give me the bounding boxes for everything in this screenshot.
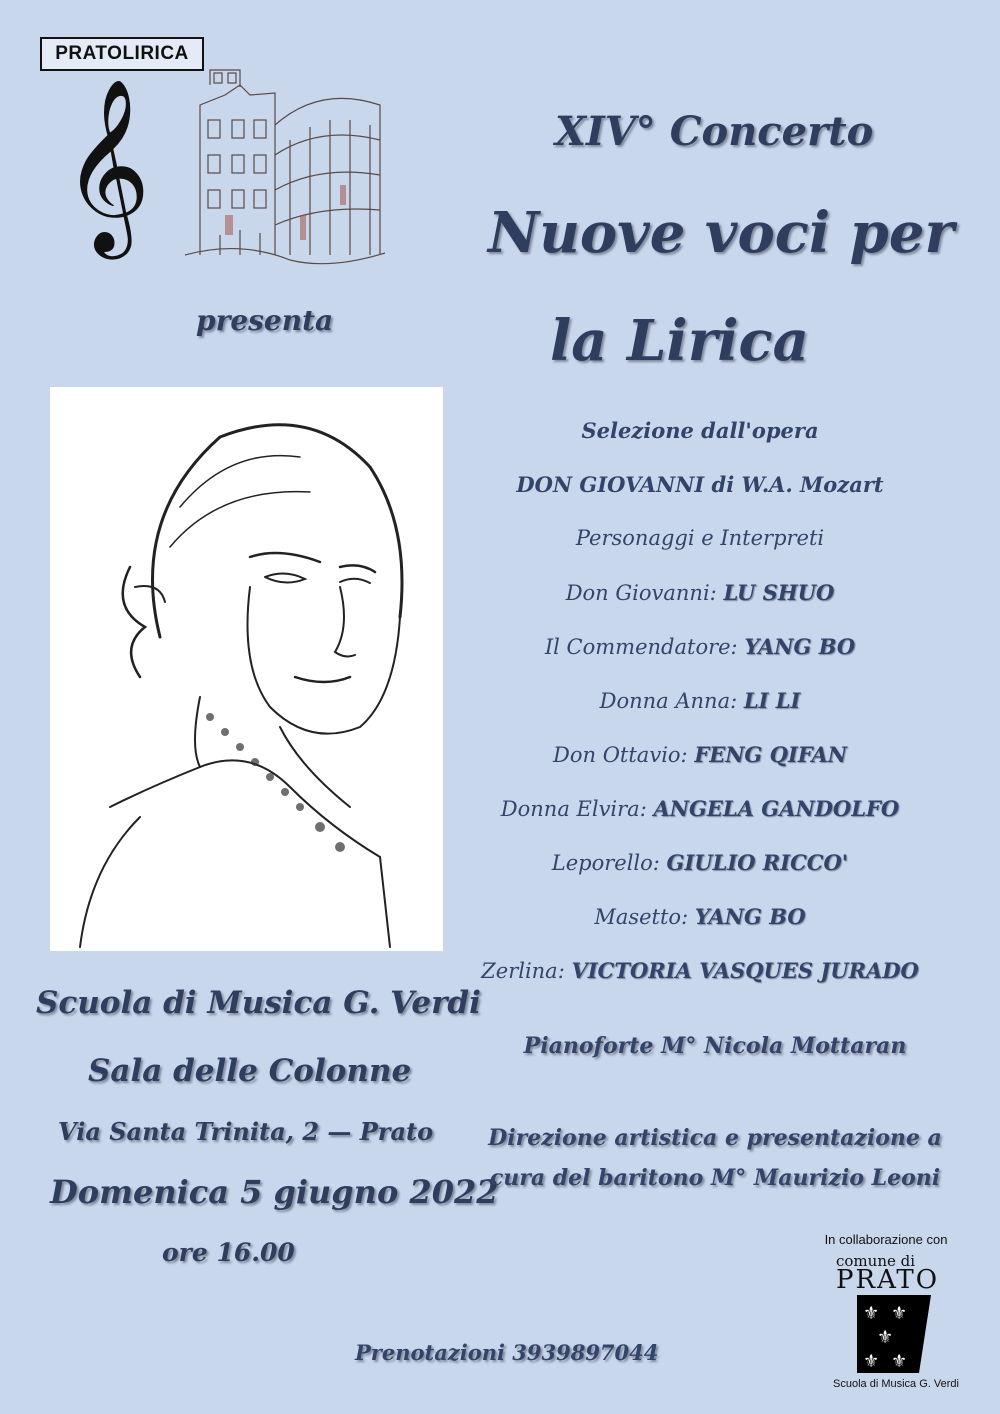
- cast-role: Donna Anna:: [599, 689, 738, 713]
- cast-singer: FENG QIFAN: [694, 742, 847, 767]
- cast-singer: VICTORIA VASQUES JURADO: [571, 958, 919, 983]
- cast-singer: LI LI: [743, 688, 801, 713]
- cast-role: Zerlina:: [481, 959, 565, 983]
- presenta-label: presenta: [196, 304, 334, 337]
- cast-singer: GIULIO RICCO': [666, 850, 849, 875]
- svg-text:⚜: ⚜: [863, 1303, 880, 1324]
- cast-role: Donna Elvira:: [500, 797, 647, 821]
- fleur-de-lis-icon: [857, 1295, 937, 1373]
- booking-phone: Prenotazioni 3939897044: [355, 1340, 659, 1365]
- venue-school: Scuola di Musica G. Verdi: [36, 985, 481, 1021]
- cast-row: [480, 796, 920, 821]
- event-date: Domenica 5 giugno 2022: [50, 1173, 499, 1211]
- svg-text:⚜: ⚜: [863, 1351, 880, 1372]
- direction-line-2: cura del baritono M° Maurizio Leoni: [489, 1165, 941, 1191]
- title-line-2: la Lirica: [550, 308, 809, 374]
- comune-label: comune di: [836, 1252, 916, 1270]
- cast-row: [480, 742, 920, 767]
- cast-singer: YANG BO: [694, 904, 806, 929]
- svg-text:⚜: ⚜: [891, 1351, 908, 1372]
- pratolirica-logo: PRATOLIRICA: [40, 37, 204, 71]
- title-line-1: Nuove voci per: [488, 200, 954, 266]
- cast-heading: Personaggi e Interpreti: [575, 526, 825, 550]
- cast-singer: YANG BO: [744, 634, 856, 659]
- event-time: ore 16.00: [162, 1238, 295, 1267]
- prato-label: PRATO: [836, 1265, 940, 1295]
- direction-line-1: Direzione artistica e presentazione a: [488, 1125, 942, 1151]
- selection-label: Selezione dall'opera: [581, 418, 819, 443]
- cast-row: [480, 634, 920, 659]
- cast-role: Don Ottavio:: [553, 743, 688, 767]
- venue-hall: Sala delle Colonne: [88, 1053, 412, 1089]
- cast-row: [480, 958, 920, 983]
- collaboration-label: In collaborazione con: [824, 1232, 948, 1247]
- cast-row: [480, 580, 920, 605]
- crest-caption: Scuola di Musica G. Verdi: [833, 1378, 959, 1390]
- cast-row: [480, 850, 920, 875]
- cast-role: Leporello:: [551, 851, 660, 875]
- cast-singer: LU SHUO: [723, 580, 835, 605]
- opera-title: DON GIOVANNI di W.A. Mozart: [516, 472, 884, 497]
- svg-text:⚜: ⚜: [891, 1303, 908, 1324]
- treble-clef-icon: 𝄞: [62, 78, 151, 252]
- venue-address: Via Santa Trinita, 2 — Prato: [58, 1117, 434, 1146]
- cast-role: Don Giovanni:: [565, 581, 717, 605]
- svg-text:⚜: ⚜: [877, 1327, 894, 1348]
- piano-credit: Pianoforte M° Nicola Mottaran: [523, 1033, 907, 1059]
- cast-role: Masetto:: [594, 905, 689, 929]
- mozart-portrait-image: [50, 387, 443, 951]
- cast-role: Il Commendatore:: [544, 635, 738, 659]
- cast-singer: ANGELA GANDOLFO: [653, 796, 900, 821]
- cast-row: [480, 688, 920, 713]
- concert-number: XIV° Concerto: [555, 108, 874, 155]
- cast-row: [480, 904, 920, 929]
- palazzo-sketch-image: [180, 65, 390, 270]
